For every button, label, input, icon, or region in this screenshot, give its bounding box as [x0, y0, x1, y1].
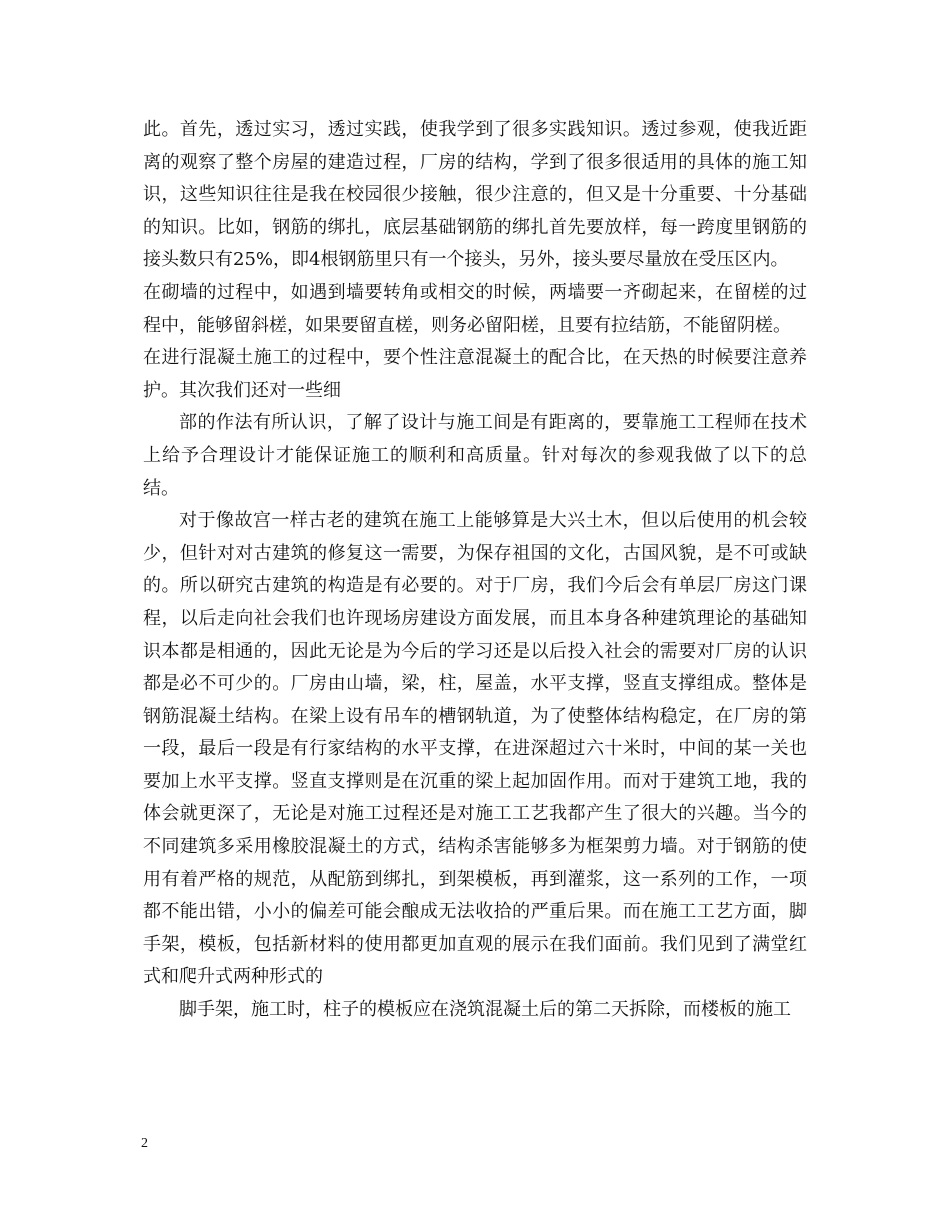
- page-number: 2: [141, 1136, 148, 1151]
- paragraph-6: 脚手架，施工时，柱子的模板应在浇筑混凝土后的第二天拆除，而楼板的施工: [179, 999, 791, 1021]
- body-text: [143, 114, 807, 1027]
- paragraph-5: 对于像故宫一样古老的建筑在施工上能够算是大兴土木，但以后使用的机会较少，但针对对古建筑的修复这一需要，为保存祖国的文化，古国风貌，是不可或缺的。所以研究古建筑的构造是有必要的。对于厂房，我们今后会有单层厂房这门课程，以后走向社会我们也许现场房建设方面发展，而且本身各种建筑理论的基础知识本都是相通的，因此无论是为今后的学习还是以后投入社会的需要对厂房的认识都是必不可少的。厂房由山墙，梁，柱，屋盖，水平支撑，竖直支撑组成。整体是钢筋混凝土结构。在梁上设有吊车的槽钢轨道，为了使整体结构稳定，在厂房的第一段，最后一段是有行家结构的水平支撑，在进深超过六十米时，中间的某一关也要加上水平支撑。竖直支撑则是在沉重的梁上起加固作用。而对于建筑工地，我的体会就更深了，无论是对施工过程还是对施工工艺我都产生了很大的兴趣。当今的不同建筑多采用橡胶混凝土的方式，结构杀害能够多为框架剪力墙。对于钢筋的使用有着严格的规范，从配筋到绑扎，到架模板，再到灌浆，这一系列的工作，一项都不能出错，小小的偏差可能会酿成无法收拾的严重后果。而在施工工艺方面，脚手架，模板，包括新材料的使用都更加直观的展示在我们面前。我们见到了满堂红式和爬升式两种形式的: [143, 510, 807, 988]
- paragraph-2: 在砌墙的过程中，如遇到墙要转角或相交的时候，两墙要一齐砌起来，在留槎的过程中，能够留斜槎，如果要留直槎，则务必留阳槎，且要有拉结筋，不能留阴槎。: [143, 281, 807, 336]
- paragraph-4: 部的作法有所认识，了解了设计与施工间是有距离的，要靠施工工程师在技术上给予合理设计才能保证施工的顺利和高质量。针对每次的参观我做了以下的总结。: [143, 412, 807, 499]
- paragraph-3: 在进行混凝土施工的过程中，要个性注意混凝土的配合比，在天热的时候要注意养护。其次我们还对一些细: [143, 347, 807, 401]
- paragraph-1: 此。首先，透过实习，透过实践，使我学到了很多实践知识。透过参观，使我近距离的观察了整个房屋的建造过程，厂房的结构，学到了很多很适用的具体的施工知识，这些知识往往是我在校园很少接触，很少注意的，但又是十分重要、十分基础的知识。比如，钢筋的绑扎，底层基础钢筋的绑扎首先要放样，每一跨度里钢筋的接头数只有25%，即4根钢筋里只有一个接头，另外，接头要尽量放在受压区内。: [143, 119, 807, 271]
